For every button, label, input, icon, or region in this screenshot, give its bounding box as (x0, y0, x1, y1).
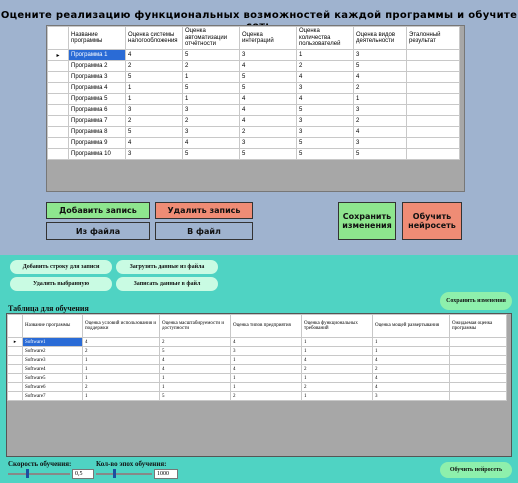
table-cell[interactable]: Программа 10 (69, 149, 126, 160)
table-cell[interactable]: Software1 (23, 338, 83, 347)
table-cell[interactable] (450, 383, 507, 392)
table-cell[interactable]: 3 (354, 138, 407, 149)
table-cell[interactable]: 4 (297, 94, 354, 105)
column-header[interactable]: Оценка количества пользователей (297, 27, 354, 50)
page-title: Оцените реализацию функциональных возможностей каждой программы и обучите (0, 10, 518, 21)
table-cell[interactable]: 3 (354, 50, 407, 61)
table-cell[interactable] (407, 105, 460, 116)
row-header[interactable]: ▸ (8, 338, 23, 347)
table-cell[interactable]: 1 (231, 383, 302, 392)
row-header[interactable] (8, 374, 23, 383)
table-cell[interactable]: 4 (354, 72, 407, 83)
row-header[interactable] (48, 94, 69, 105)
table-header-row (8, 315, 507, 338)
table-cell[interactable]: 1 (83, 374, 160, 383)
add-row-button[interactable]: Добавить строку для записи (10, 260, 112, 274)
table-cell[interactable]: 5 (126, 127, 183, 138)
table-cell[interactable]: 3 (297, 116, 354, 127)
column-header[interactable]: Ожидаемая оценка программы (450, 315, 507, 338)
table-cell[interactable]: 3 (297, 83, 354, 94)
table-cell[interactable]: 4 (231, 365, 302, 374)
to-file-button[interactable]: В файл (155, 222, 253, 240)
table-cell[interactable]: Software4 (23, 365, 83, 374)
table-cell[interactable]: Программа 5 (69, 94, 126, 105)
table-cell[interactable]: 1 (373, 338, 450, 347)
table-cell[interactable]: 1 (126, 94, 183, 105)
table-cell[interactable]: 4 (302, 356, 373, 365)
table-cell[interactable]: 4 (240, 105, 297, 116)
table-cell[interactable]: 2 (302, 365, 373, 374)
table-cell[interactable] (450, 338, 507, 347)
table-cell[interactable] (407, 61, 460, 72)
table-cell[interactable]: 2 (354, 116, 407, 127)
table-row[interactable] (48, 149, 460, 160)
row-header[interactable] (48, 116, 69, 127)
table-cell[interactable]: 3 (240, 138, 297, 149)
learning-rate-slider[interactable] (8, 473, 70, 475)
table-cell[interactable]: 4 (297, 72, 354, 83)
column-header[interactable]: Оценка масштабируемости и доступности (160, 315, 231, 338)
table-cell[interactable]: 4 (373, 383, 450, 392)
table-row[interactable] (48, 83, 460, 94)
column-header[interactable]: Оценка интеграций (240, 27, 297, 50)
table-cell[interactable]: Программа 4 (69, 83, 126, 94)
table-row[interactable] (8, 365, 507, 374)
table-row[interactable] (8, 383, 507, 392)
programs-grid[interactable] (46, 25, 465, 192)
from-file-button[interactable]: Из файла (46, 222, 150, 240)
training-table-title: Таблица для обучения (8, 304, 89, 313)
table-cell[interactable]: 1 (183, 94, 240, 105)
table-cell[interactable]: 4 (373, 374, 450, 383)
table-cell[interactable]: 4 (354, 127, 407, 138)
table-cell[interactable] (450, 365, 507, 374)
table-cell[interactable]: 3 (126, 105, 183, 116)
row-header[interactable] (8, 356, 23, 365)
row-header[interactable] (48, 105, 69, 116)
table-cell[interactable]: Программа 7 (69, 116, 126, 127)
table-cell[interactable] (407, 127, 460, 138)
column-header[interactable]: Оценка системы налогообложения (126, 27, 183, 50)
table-cell[interactable]: 1 (160, 374, 231, 383)
table-cell[interactable] (407, 149, 460, 160)
table-cell[interactable]: 2 (126, 61, 183, 72)
table-cell[interactable]: 5 (240, 149, 297, 160)
learning-rate-slider-thumb[interactable] (26, 469, 29, 478)
delete-record-button[interactable]: Удалить запись (155, 202, 253, 219)
table-cell[interactable]: 4 (240, 116, 297, 127)
table-cell[interactable]: 4 (126, 138, 183, 149)
table-cell[interactable]: 3 (231, 347, 302, 356)
row-header-corner (48, 27, 69, 50)
train-network-button-2[interactable]: Обучить нейросеть (440, 462, 512, 478)
table-cell[interactable] (450, 374, 507, 383)
table-cell[interactable]: 2 (83, 383, 160, 392)
table-cell[interactable]: Software7 (23, 392, 83, 401)
table-cell[interactable]: 3 (183, 105, 240, 116)
learning-rate-label: Скорость обучения: (8, 460, 72, 468)
table-cell[interactable]: 5 (297, 105, 354, 116)
table-cell[interactable]: 2 (231, 392, 302, 401)
table-cell[interactable] (407, 94, 460, 105)
table-cell[interactable]: Software2 (23, 347, 83, 356)
table-cell[interactable]: Программа 1 (69, 50, 126, 61)
write-file-button[interactable]: Записать данные в файл (116, 277, 218, 291)
table-cell[interactable]: Software3 (23, 356, 83, 365)
table-cell[interactable]: 1 (373, 347, 450, 356)
table-cell[interactable]: 5 (297, 149, 354, 160)
row-header-corner (8, 315, 23, 338)
table-cell[interactable]: Программа 3 (69, 72, 126, 83)
table-cell[interactable]: 2 (183, 116, 240, 127)
table-row[interactable] (8, 356, 507, 365)
table-cell[interactable]: 5 (354, 61, 407, 72)
learning-rate-input[interactable]: 0,5 (72, 469, 94, 479)
column-header[interactable]: Оценка видов деятельности (354, 27, 407, 50)
table-row[interactable] (48, 72, 460, 83)
table-cell[interactable]: 3 (373, 392, 450, 401)
table-row[interactable] (48, 116, 460, 127)
column-header[interactable]: Оценка типов предприятия (231, 315, 302, 338)
table-cell[interactable]: 2 (297, 61, 354, 72)
add-record-button[interactable]: Добавить запись (46, 202, 150, 219)
table-cell[interactable] (407, 83, 460, 94)
table-row[interactable] (48, 127, 460, 138)
table-cell[interactable]: 1 (231, 374, 302, 383)
row-header[interactable] (8, 383, 23, 392)
row-header[interactable] (8, 392, 23, 401)
table-cell[interactable]: 4 (183, 138, 240, 149)
table-cell[interactable] (407, 50, 460, 61)
table-cell[interactable]: 5 (160, 347, 231, 356)
table-cell[interactable]: 5 (183, 149, 240, 160)
table-cell[interactable]: 4 (160, 356, 231, 365)
table-cell[interactable]: 1 (231, 356, 302, 365)
table-cell[interactable]: 1 (297, 50, 354, 61)
epochs-slider-thumb[interactable] (113, 469, 116, 478)
column-header[interactable]: Оценка условий использования и поддержки (83, 315, 160, 338)
save-changes-button-2[interactable]: Сохранить изменения (440, 292, 512, 310)
table-cell[interactable]: 1 (302, 338, 373, 347)
column-header[interactable]: Оценка функциональных требований (302, 315, 373, 338)
table-cell[interactable]: 1 (83, 392, 160, 401)
epochs-slider[interactable] (96, 473, 152, 475)
table-cell[interactable]: 4 (160, 365, 231, 374)
table-row[interactable] (8, 392, 507, 401)
load-file-button[interactable]: Загрузить данные из файла (116, 260, 218, 274)
column-header[interactable]: Эталонный результат (407, 27, 460, 50)
table-cell[interactable]: 4 (83, 338, 160, 347)
table-cell[interactable]: 3 (297, 127, 354, 138)
table-cell[interactable]: 1 (83, 356, 160, 365)
table-cell[interactable]: 5 (297, 138, 354, 149)
table-cell[interactable]: 3 (354, 105, 407, 116)
table-cell[interactable]: Программа 8 (69, 127, 126, 138)
table-cell[interactable]: 4 (240, 94, 297, 105)
row-header[interactable] (8, 365, 23, 374)
column-header[interactable]: Оценка мощей развертывания (373, 315, 450, 338)
table-cell[interactable]: 5 (240, 83, 297, 94)
programs-table[interactable] (47, 26, 460, 160)
epochs-label: Кол-во эпох обучения: (96, 460, 167, 468)
training-table[interactable] (7, 314, 507, 401)
table-cell[interactable]: Программа 9 (69, 138, 126, 149)
table-cell[interactable]: Software5 (23, 374, 83, 383)
table-row[interactable] (48, 50, 460, 61)
table-cell[interactable]: 1 (302, 392, 373, 401)
table-cell[interactable]: 4 (126, 50, 183, 61)
row-header[interactable]: ▸ (48, 50, 69, 61)
table-row[interactable] (48, 105, 460, 116)
table-cell[interactable]: 3 (126, 149, 183, 160)
column-header[interactable]: Оценка автоматизации отчётности (183, 27, 240, 50)
table-cell[interactable]: 2 (354, 83, 407, 94)
table-row[interactable] (8, 347, 507, 356)
table-cell[interactable]: 1 (83, 365, 160, 374)
table-cell[interactable] (450, 392, 507, 401)
row-header[interactable] (48, 83, 69, 94)
column-header[interactable]: Название программы (23, 315, 83, 338)
table-row[interactable] (48, 94, 460, 105)
delete-selected-button[interactable]: Удалить выбранную (10, 277, 112, 291)
table-cell[interactable]: 2 (183, 61, 240, 72)
table-row[interactable] (8, 338, 507, 347)
table-cell[interactable]: 1 (302, 374, 373, 383)
table-row[interactable] (8, 374, 507, 383)
save-changes-button[interactable]: Сохранить изменения (338, 202, 396, 240)
table-cell[interactable]: 5 (354, 149, 407, 160)
table-cell[interactable]: 5 (183, 83, 240, 94)
epochs-input[interactable]: 1000 (154, 469, 178, 479)
table-row[interactable] (48, 138, 460, 149)
table-cell[interactable] (450, 356, 507, 365)
table-cell[interactable]: 2 (373, 365, 450, 374)
row-header[interactable] (8, 347, 23, 356)
table-cell[interactable]: 4 (240, 61, 297, 72)
table-header-row (48, 27, 460, 50)
table-cell[interactable]: 1 (302, 347, 373, 356)
table-row[interactable] (48, 61, 460, 72)
table-cell[interactable]: 1 (354, 94, 407, 105)
row-header[interactable] (48, 72, 69, 83)
table-cell[interactable] (407, 138, 460, 149)
table-cell[interactable]: 5 (160, 392, 231, 401)
table-cell[interactable]: 4 (373, 356, 450, 365)
row-header[interactable] (48, 149, 69, 160)
table-cell[interactable] (450, 347, 507, 356)
table-cell[interactable]: 4 (231, 338, 302, 347)
table-cell[interactable]: 1 (160, 383, 231, 392)
table-cell[interactable]: 5 (183, 50, 240, 61)
table-cell[interactable]: 3 (240, 50, 297, 61)
table-cell[interactable]: 2 (160, 338, 231, 347)
table-cell[interactable]: 1 (126, 83, 183, 94)
table-cell[interactable]: 2 (126, 116, 183, 127)
table-cell[interactable]: 2 (302, 383, 373, 392)
table-cell[interactable] (407, 72, 460, 83)
table-cell[interactable]: 3 (183, 127, 240, 138)
table-cell[interactable]: Программа 6 (69, 105, 126, 116)
row-header[interactable] (48, 61, 69, 72)
table-cell[interactable]: 5 (240, 72, 297, 83)
table-cell[interactable]: 1 (183, 72, 240, 83)
row-header[interactable] (48, 138, 69, 149)
column-header[interactable]: Название программы (69, 27, 126, 50)
table-cell[interactable]: 2 (83, 347, 160, 356)
table-cell[interactable]: 2 (240, 127, 297, 138)
row-header[interactable] (48, 127, 69, 138)
table-cell[interactable]: Программа 2 (69, 61, 126, 72)
train-network-button[interactable]: Обучить нейросеть (402, 202, 462, 240)
training-grid[interactable] (6, 313, 512, 457)
table-cell[interactable] (407, 116, 460, 127)
table-cell[interactable]: 5 (126, 72, 183, 83)
table-cell[interactable]: Software6 (23, 383, 83, 392)
